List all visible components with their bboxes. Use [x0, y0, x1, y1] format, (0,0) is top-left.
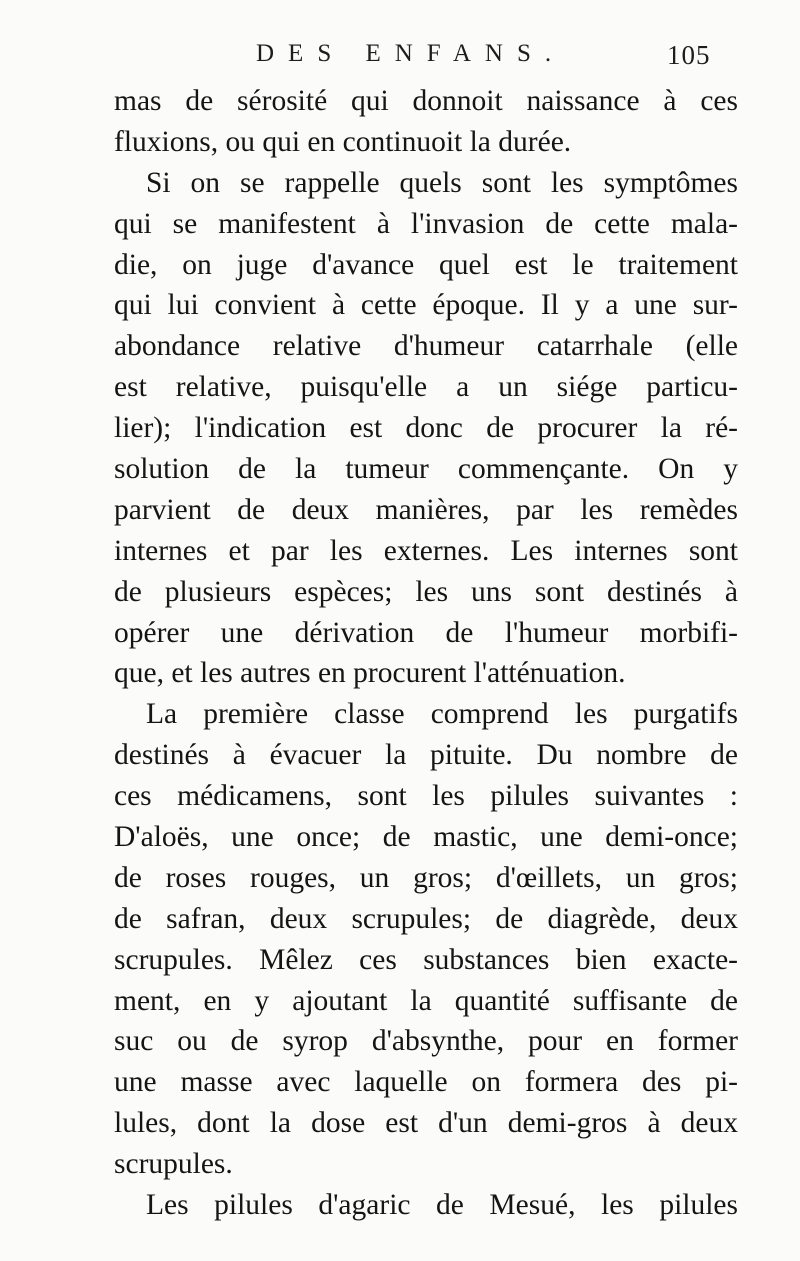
- text-line: die, on juge d'avance quel est le traitement: [114, 248, 738, 281]
- text-line: que, et les autres en procurent l'atténuation.: [114, 657, 626, 690]
- text-line: de plusieurs espèces; les uns sont destinés à: [114, 575, 738, 608]
- text-line: destinés à évacuer la pituite. Du nombre de: [114, 739, 738, 772]
- paragraph-first-line: La première classe comprend les purgatifs: [146, 698, 738, 731]
- text-line: parvient de deux manières, par les remèdes: [114, 493, 738, 526]
- paragraph-first-line: Si on se rappelle quels sont les symptômes: [146, 166, 738, 199]
- text-line: est relative, puisqu'elle a un siége particu-: [114, 371, 738, 404]
- text-line: de safran, deux scrupules; de diagrède, deux: [114, 902, 738, 935]
- text-line: une masse avec laquelle on formera des pi-: [114, 1066, 738, 1099]
- text-line: lier); l'indication est donc de procurer la ré-: [114, 412, 738, 445]
- page-number: 105: [667, 40, 711, 70]
- page-header: [0, 40, 800, 84]
- text-line: ment, en y ajoutant la quantité suffisante de: [114, 984, 738, 1017]
- text-line: scrupules.: [114, 1148, 233, 1181]
- text-line: qui lui convient à cette époque. Il y a une sur-: [114, 289, 738, 322]
- text-line: qui se manifestent à l'invasion de cette mala-: [114, 207, 738, 240]
- paragraph-first-line: Les pilules d'agaric de Mesué, les pilules: [146, 1189, 738, 1222]
- running-head: DES ENFANS.: [256, 40, 566, 67]
- text-line: mas de sérosité qui donnoit naissance à ces: [114, 85, 738, 117]
- text-line: de roses rouges, un gros; d'œillets, un gros;: [114, 861, 738, 894]
- text-line: opérer une dérivation de l'humeur morbifi-: [114, 616, 738, 649]
- text-line: scrupules. Mêlez ces substances bien exacte-: [114, 943, 738, 976]
- text-line: solution de la tumeur commençante. On y: [114, 453, 738, 486]
- text-line: suc ou de syrop d'absynthe, pour en former: [114, 1025, 738, 1058]
- text-line: D'aloës, une once; de mastic, une demi-once;: [114, 821, 738, 854]
- text-line: fluxions, ou qui en continuoit la durée.: [114, 125, 572, 158]
- text-line: abondance relative d'humeur catarrhale (elle: [114, 330, 738, 363]
- text-line: internes et par les externes. Les internes sont: [114, 534, 738, 567]
- text-line: ces médicamens, sont les pilules suivantes :: [114, 780, 738, 813]
- body-text: [114, 81, 738, 1226]
- text-line: lules, dont la dose est d'un demi-gros à deux: [114, 1107, 738, 1140]
